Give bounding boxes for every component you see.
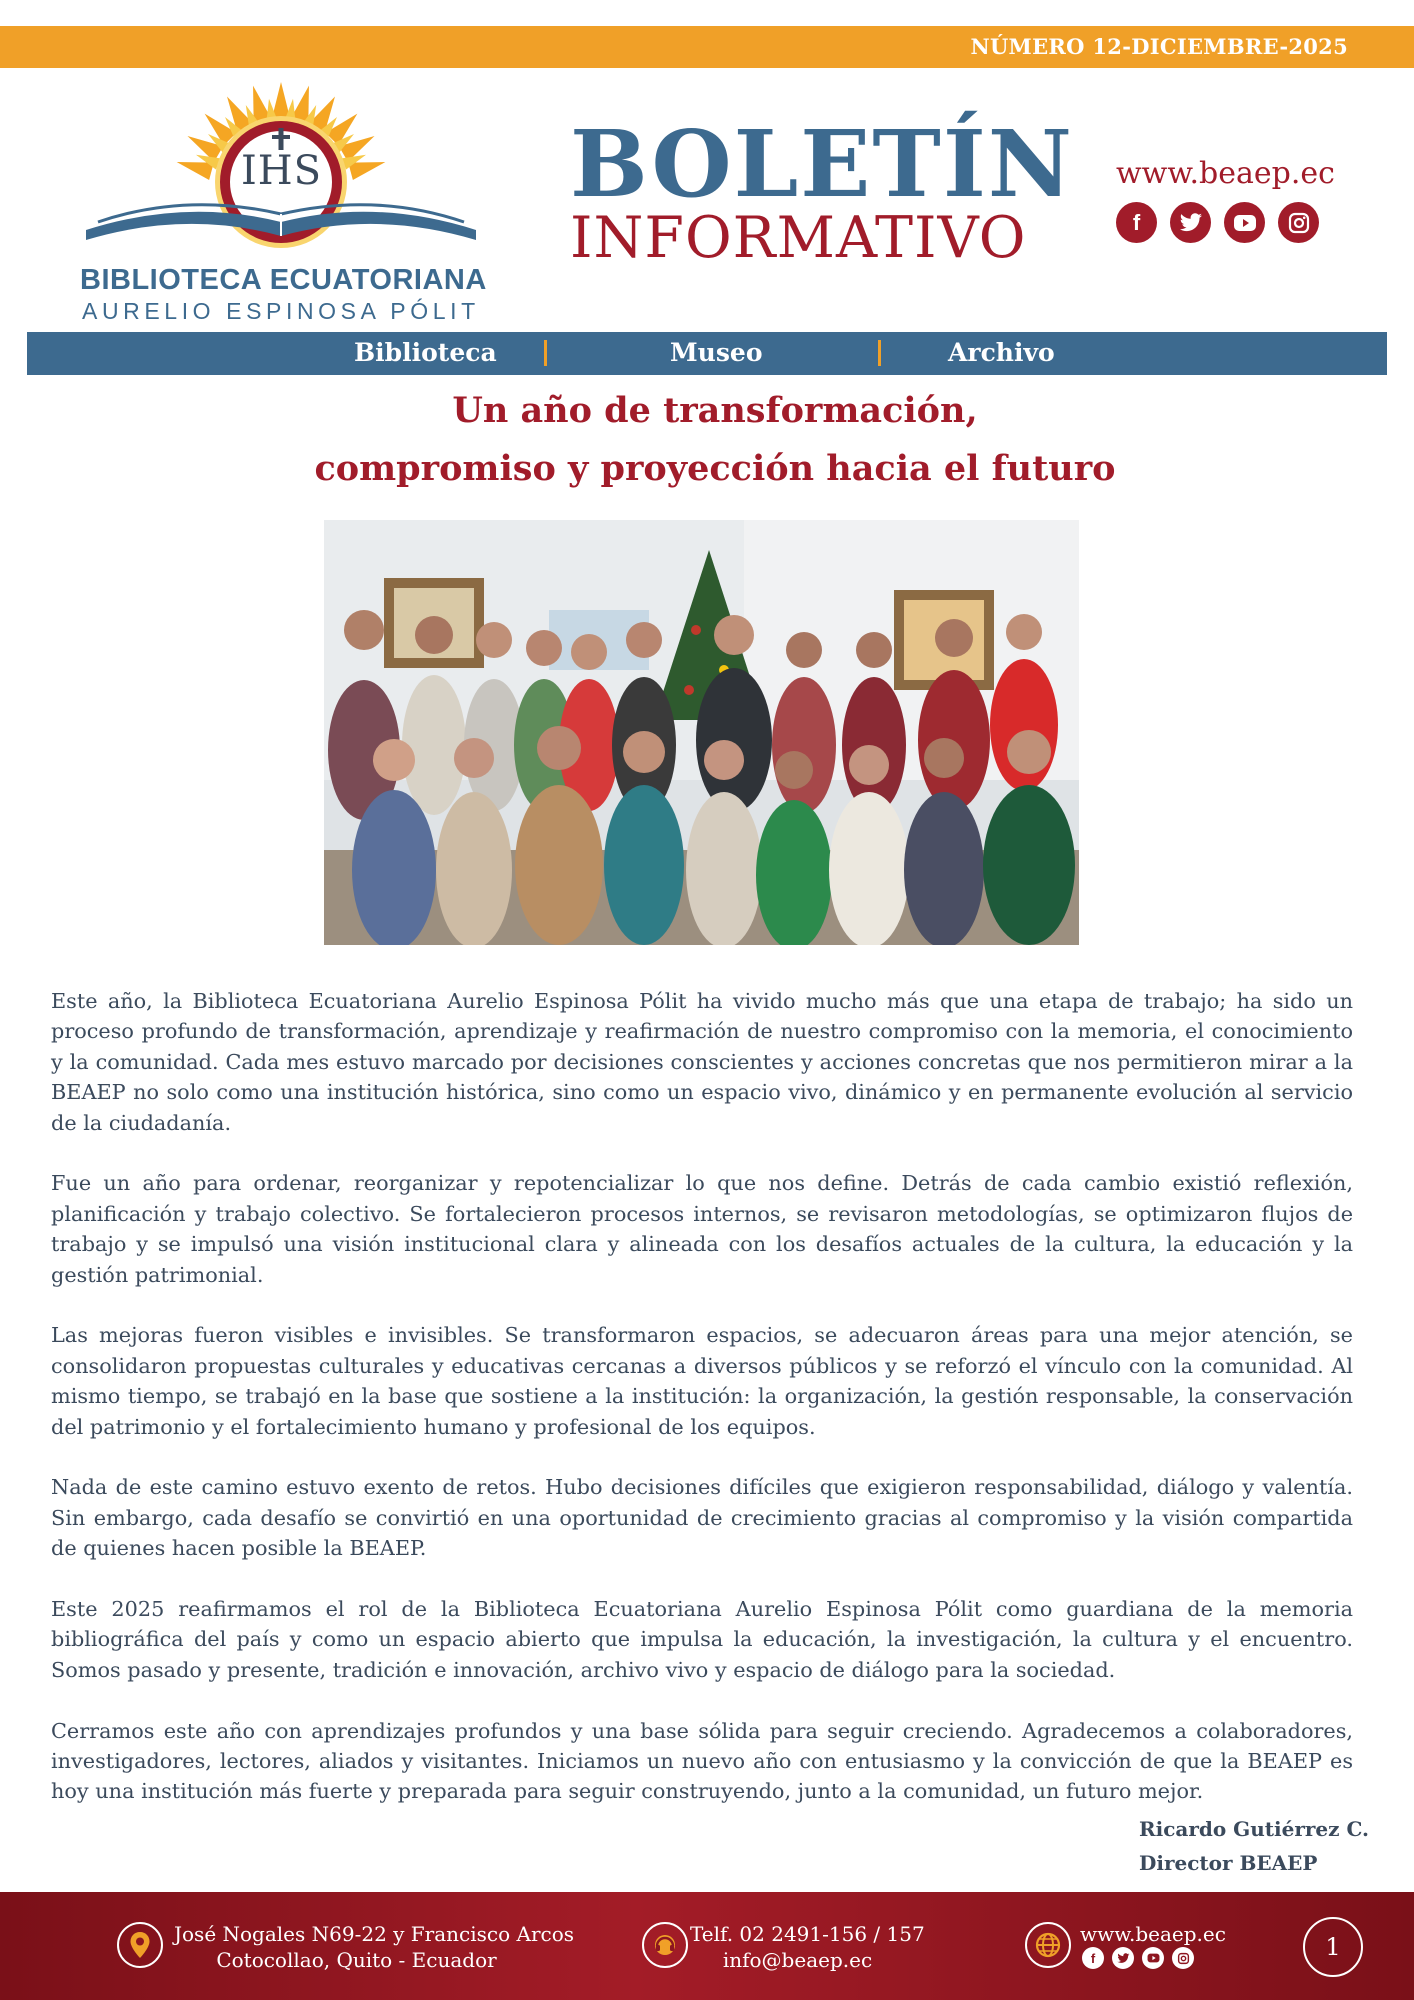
nav-item-biblioteca[interactable]: Biblioteca <box>354 338 497 367</box>
nav-separator <box>878 340 881 366</box>
signature-role: Director BEAEP <box>1139 1851 1318 1875</box>
article-paragraph: Fue un año para ordenar, reorganizar y repotencializar lo que nos define. Detrás de cada cambio existió reflexión, planificación y trabajo colectivo. Se fortalecieron procesos internos, se revisaron metodologías, se optimizaron flujos de trabajo y se impulsó una visión institucional clara y alineada con los desafíos actuales de la cultura, la educación y la gestión patrimonial. <box>51 1171 1353 1287</box>
twitter-icon[interactable] <box>1170 202 1211 243</box>
article-paragraph: Este 2025 reafirmamos el rol de la Biblioteca Ecuatoriana Aurelio Espinosa Pólit como guardiana de la memoria bibliográfica del país y como un espacio abierto que impulsa la educación, la investigación, la cultura y el encuentro. Somos pasado y presente, tradición e innovación, archivo vivo y espacio de diálogo para la sociedad. <box>51 1597 1353 1682</box>
article-paragraph: Las mejoras fueron visibles e invisibles. Se transformaron espacios, se adecuaron áreas para una mejor atención, se consolidaron propuestas culturales y educativas cercanas a diversos públicos y se reforzó el vínculo con la comunidad. Al mismo tiempo, se trabajó en la base que sostiene a la institución: la organización, la gestión responsable, la conservación del patrimonio y el fortalecimiento humano y profesional de los equipos. <box>51 1323 1353 1439</box>
nav-bar <box>27 332 1387 375</box>
facebook-icon[interactable]: f <box>1082 1947 1104 1969</box>
article-paragraph: Nada de este camino estuvo exento de retos. Hubo decisiones difíciles que exigieron responsabilidad, diálogo y valentía. Sin embargo, cada desafío se convirtió en una oportunidad de crecimiento gracias al compromiso y la visión compartida de quienes hacen posible la BEAEP. <box>51 1475 1353 1561</box>
footer-address-line-1: José Nogales N69-22 y Francisco Arcos <box>174 1922 575 1946</box>
nav-separator <box>544 340 547 366</box>
masthead-title: BOLETÍN <box>570 110 1075 218</box>
signature-name: Ricardo Gutiérrez C. <box>1139 1817 1370 1841</box>
logo-subname: AURELIO ESPINOSA PÓLIT <box>82 298 480 324</box>
website-link[interactable]: www.beaep.ec <box>1116 156 1335 191</box>
footer-address <box>174 1921 575 1973</box>
article-body <box>51 986 1353 1807</box>
footer-address-line-2: Cotocollao, Quito - Ecuador <box>216 1948 497 1972</box>
youtube-icon[interactable] <box>1224 202 1265 243</box>
globe-icon <box>1025 1922 1071 1968</box>
instagram-icon[interactable] <box>1278 202 1319 243</box>
footer-phone[interactable]: Telf. 02 2491-156 / 157 <box>690 1922 925 1946</box>
headline-line-2: compromiso y proyección hacia el futuro <box>314 448 1116 489</box>
logo-name: BIBLIOTECA ECUATORIANA <box>80 264 487 296</box>
footer-website[interactable]: www.beaep.ec <box>1080 1922 1226 1946</box>
nav-item-museo[interactable]: Museo <box>670 338 763 367</box>
twitter-icon[interactable] <box>1112 1947 1134 1969</box>
masthead-subtitle: INFORMATIVO <box>570 205 1027 271</box>
ihs-monogram: IHS <box>241 148 323 194</box>
facebook-icon[interactable]: f <box>1116 202 1157 243</box>
headline-line-1: Un año de transformación, <box>452 390 978 431</box>
page-number: 1 <box>1303 1917 1363 1977</box>
team-group-photo <box>324 520 1079 945</box>
location-pin-icon <box>117 1922 163 1968</box>
social-links <box>1116 202 1319 243</box>
footer-email[interactable]: info@beaep.ec <box>722 1948 873 1972</box>
support-headset-icon <box>642 1922 688 1968</box>
footer-contact <box>690 1921 925 1973</box>
nav-item-archivo[interactable]: Archivo <box>948 338 1055 367</box>
issue-label: NÚMERO 12-DICIEMBRE-2025 <box>970 34 1348 59</box>
library-logo <box>76 80 486 325</box>
article-paragraph: Este año, la Biblioteca Ecuatoriana Aurelio Espinosa Pólit ha vivido mucho más que una etapa de trabajo; ha sido un proceso profundo de transformación, aprendizaje y reafirmación de nuestro compromiso con la memoria, el conocimiento y la comunidad. Cada mes estuvo marcado por decisiones conscientes y acciones concretas que nos permitieron mirar a la BEAEP no solo como una institución histórica, sino como un espacio vivo, dinámico y en permanente evolución al servicio de la ciudadanía. <box>51 989 1353 1135</box>
instagram-icon[interactable] <box>1172 1947 1194 1969</box>
footer-social-links <box>1082 1947 1194 1969</box>
article-paragraph: Cerramos este año con aprendizajes profundos y una base sólida para seguir creciendo. Agradecemos a colaboradores, investigadores, lectores, aliados y visitantes. Iniciamos un nuevo año con entusiasmo y la convicción de que la BEAEP es hoy una institución más fuerte y preparada para seguir construyendo, junto a la comunidad, un futuro mejor. <box>51 1718 1353 1804</box>
youtube-icon[interactable] <box>1142 1947 1164 1969</box>
